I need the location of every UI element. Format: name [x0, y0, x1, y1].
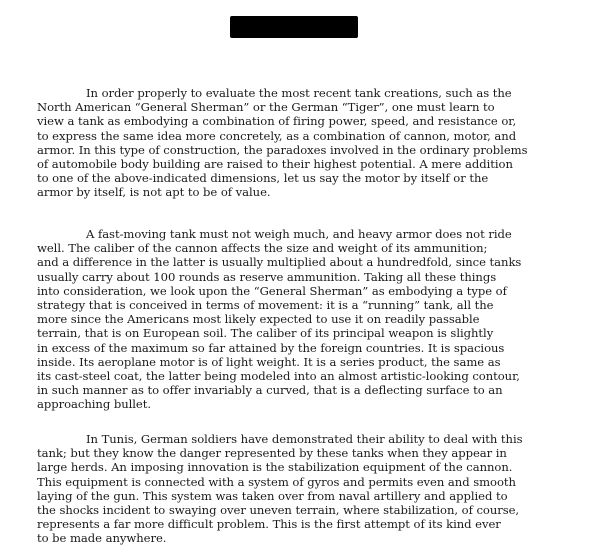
paragraph-3 — [37, 432, 597, 546]
paragraph-line: large herds. An imposing innovation is the stabilization equipment of the cannon. — [37, 460, 513, 475]
paragraph-line: In order properly to evaluate the most recent tank creations, such as the — [86, 86, 512, 100]
paragraph-line: in such manner as to offer invariably a curved, that is a deflecting surface to an — [37, 383, 503, 398]
paragraph-line: view a tank as embodying a combination of firing power, speed, and resistance or, — [37, 114, 517, 129]
paragraph-line: armor by itself, is not apt to be of value. — [37, 185, 271, 200]
paragraph-line: to one of the above-indicated dimensions, let us say the motor by itself or the — [37, 171, 489, 186]
paragraph-line: tank; but they know the danger represented by these tanks when they appear in — [37, 446, 507, 461]
paragraph-line: to be made anywhere. — [37, 531, 167, 546]
paragraph-line: into consideration, we look upon the “General Sherman” as embodying a type of — [37, 283, 507, 298]
paragraph-2 — [37, 227, 597, 411]
paragraph-line: represents a far more difficult problem. This is the first attempt of its kind ever — [37, 517, 501, 532]
paragraph-line: In Tunis, German soldiers have demonstrated their ability to deal with this — [86, 432, 523, 446]
paragraph-line: A fast-moving tank must not weigh much, and heavy armor does not ride — [86, 227, 512, 241]
paragraph-line: more since the Americans most likely expected to use it on readily passable — [37, 312, 480, 327]
redaction-bar — [230, 16, 358, 38]
paragraph-line: terrain, that is on European soil. The caliber of its principal weapon is slightly — [37, 326, 494, 341]
paragraph-line: inside. Its aeroplane motor is of light weight. It is a series product, the same as — [37, 354, 501, 369]
paragraph-line: laying of the gun. This system was taken over from naval artillery and applied to — [37, 488, 508, 503]
paragraph-line: and a difference in the latter is usually multiplied about a hundredfold, since tanks — [37, 255, 522, 270]
paragraph-line: strategy that is conceived in terms of movement: it is a “running” tank, all the — [37, 297, 494, 312]
paragraph-line: usually carry about 100 rounds as reserve ammunition. Taking all these things — [37, 269, 497, 284]
paragraph-line: well. The caliber of the cannon affects the size and weight of its ammunition; — [37, 241, 488, 256]
paragraph-line: North American “General Sherman” or the German “Tiger”, one must learn to — [37, 100, 495, 115]
paragraph-line: of automobile body building are raised to their highest potential. A mere addition — [37, 156, 513, 171]
paragraph-line: its cast-steel coat, the latter being modeled into an almost artistic-looking contour, — [37, 368, 520, 383]
paragraph-1 — [37, 86, 597, 200]
paragraph-line: This equipment is connected with a system of gyros and permits even and smooth — [37, 474, 516, 489]
paragraph-line: approaching bullet. — [37, 397, 151, 412]
paragraph-line: the shocks incident to swaying over uneven terrain, where stabilization, of course, — [37, 502, 520, 517]
paragraph-line: armor. In this type of construction, the paradoxes involved in the ordinary problems — [37, 142, 528, 157]
paragraph-line: in excess of the maximum so far attained by the foreign countries. It is spacious — [37, 340, 505, 355]
paragraph-line: to express the same idea more concretely, as a combination of cannon, motor, and — [37, 128, 517, 143]
